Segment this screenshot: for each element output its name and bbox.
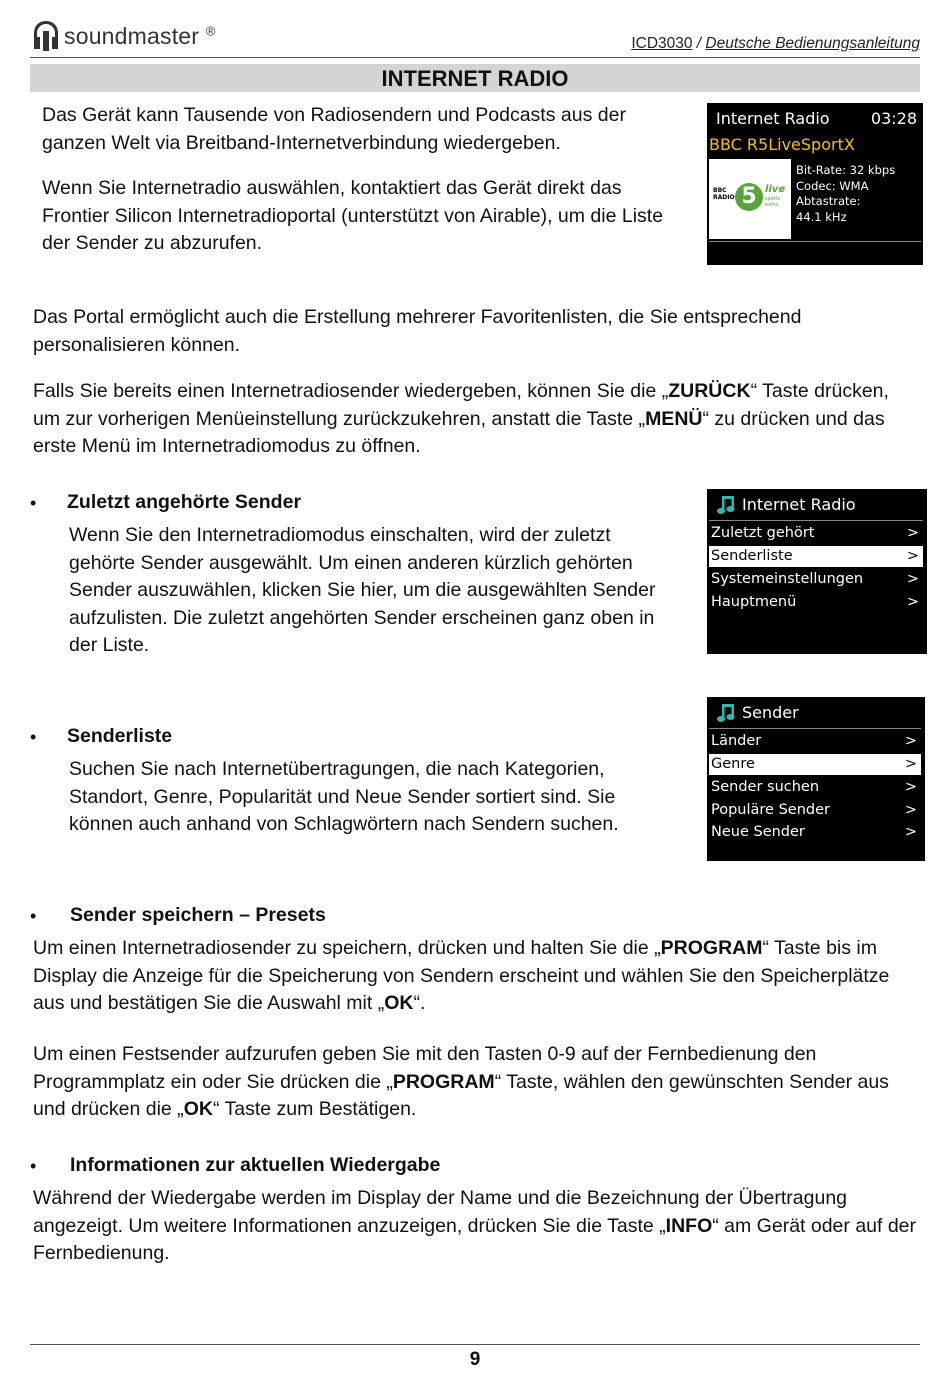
live-text: live bbox=[765, 184, 786, 195]
chevron-right-icon: > bbox=[906, 594, 919, 610]
doc-title: Deutsche Bedienungsanleitung bbox=[705, 35, 920, 52]
chevron-right-icon: > bbox=[906, 548, 919, 564]
brand-name: soundmaster ® bbox=[64, 22, 216, 49]
lcd-divider bbox=[709, 728, 921, 729]
stream-info bbox=[796, 163, 895, 225]
menu-item-popular[interactable]: Populäre Sender > bbox=[709, 800, 921, 821]
bullet: • bbox=[30, 493, 37, 513]
menu-item-main-menu[interactable]: Hauptmenü > bbox=[709, 592, 923, 613]
footer-rule bbox=[30, 1344, 920, 1345]
chevron-right-icon: > bbox=[906, 525, 919, 541]
lcd-station-name: BBC R5LiveSportX bbox=[709, 135, 855, 154]
lcd-now-playing bbox=[707, 103, 923, 265]
chevron-right-icon: > bbox=[904, 733, 917, 749]
info-paragraph: Während der Wiedergabe werden im Display der Name und die Bezeichnung der Übertragung angezeigt. Um weitere Informationen anzuzeigen, drücken Sie die Taste „INFO“ am Gerät oder auf der Fernbedienung. bbox=[33, 1187, 917, 1264]
sample-rate-label: Abtastrate: bbox=[796, 194, 861, 208]
lcd-title: Internet Radio bbox=[716, 109, 830, 128]
bitrate: Bit-Rate: 32 kbps bbox=[796, 163, 896, 177]
lcd-internet-radio-menu bbox=[707, 489, 927, 654]
presets-paragraph-1: Um einen Internetradiosender zu speichern, drücken und halten Sie die „PROGRAM“ Taste bis im Display die Anzeige für die Speicherung von Sendern erscheint und wählen Sie den Speicherplätze aus und bestätigen Sie die Auswahl mit „OK“. bbox=[33, 937, 890, 1014]
recent-body: Wenn Sie den Internetradiomodus einschalten, wird der zuletzt gehörte Sender ausgewählt. Um einen anderen kürzlich gehörten Sender auszuwählen, klicken Sie hier, um die ausgewählten Sender aufzulisten. Die zuletzt angehörten Sender erscheinen ganz oben in der Liste. bbox=[69, 524, 656, 656]
back-button-paragraph: Falls Sie bereits einen Internetradiosender wiedergeben, können Sie die „ZURÜCK“ Taste drücken, um zur vorherigen Menüeinstellung zurückzukehren, anstatt die Taste „MENÜ“ zu drücken und das erste Menü im Internetradiomodus zu öffnen. bbox=[33, 380, 889, 457]
brand-logo bbox=[32, 18, 216, 54]
lcd-divider bbox=[709, 241, 921, 242]
portal-paragraph: Das Portal ermöglicht auch die Erstellung mehrerer Favoritenlisten, die Sie entsprechend personalisieren können. bbox=[33, 306, 802, 356]
menu-item-new-stations[interactable]: Neue Sender > bbox=[709, 822, 921, 843]
chevron-right-icon: > bbox=[904, 756, 917, 772]
chevron-right-icon: > bbox=[904, 779, 917, 795]
station-logo bbox=[709, 159, 791, 239]
menu-item-recent[interactable]: Zuletzt gehört > bbox=[709, 523, 923, 544]
menu-item-station-list[interactable]: Senderliste > bbox=[709, 546, 923, 567]
bullet: • bbox=[30, 1156, 37, 1176]
chevron-right-icon: > bbox=[906, 571, 919, 587]
header-rule bbox=[30, 57, 920, 58]
page-number: 9 bbox=[469, 1349, 481, 1370]
menu-item-genre[interactable]: Genre > bbox=[709, 754, 921, 775]
lcd-divider bbox=[709, 520, 923, 521]
doc-model: ICD3030 bbox=[631, 35, 693, 52]
menu-item-search-station[interactable]: Sender suchen > bbox=[709, 777, 921, 798]
menu-item-system-settings[interactable]: Systemeinstellungen > bbox=[709, 569, 923, 590]
station-list-heading: Senderliste bbox=[67, 725, 173, 747]
lcd-clock: 03:28 bbox=[870, 109, 917, 128]
chevron-right-icon: > bbox=[904, 824, 917, 840]
music-note-icon bbox=[716, 702, 736, 724]
info-heading: Informationen zur aktuellen Wiedergabe bbox=[70, 1154, 441, 1176]
lcd-station-menu bbox=[707, 697, 925, 861]
presets-heading: Sender speichern – Presets bbox=[70, 904, 326, 926]
bullet: • bbox=[30, 906, 37, 926]
bullet: • bbox=[30, 727, 37, 747]
five-live-badge: 5 bbox=[735, 183, 763, 211]
codec: Codec: WMA bbox=[796, 178, 869, 193]
doc-separator: / bbox=[692, 35, 706, 52]
document-id bbox=[631, 35, 920, 53]
sports-extra-text: sports extra bbox=[765, 196, 781, 208]
page-title: INTERNET RADIO bbox=[381, 66, 569, 91]
music-note-icon bbox=[716, 494, 736, 516]
presets-paragraph-2: Um einen Festsender aufzurufen geben Sie mit den Tasten 0-9 auf der Fernbedienung den Programmplatz ein oder Sie drücken die „PROGRAM“ Taste, wählen den gewünschten Sender aus und drücken die „OK“ Taste zum Bestätigen. bbox=[33, 1043, 889, 1120]
intro-paragraph-2: Wenn Sie Internetradio auswählen, kontaktiert das Gerät direkt das Frontier Silicon Internetradioportal (unterstützt von Airable), um die Liste der Sender zu abzurufen. bbox=[42, 177, 664, 254]
soundmaster-logo-icon bbox=[32, 19, 60, 53]
menu-item-countries[interactable]: Länder > bbox=[709, 731, 921, 752]
intro-paragraph-1: Das Gerät kann Tausende von Radiosendern und Podcasts aus der ganzen Welt via Breitband-Internetverbindung wiedergeben. bbox=[42, 104, 626, 154]
lcd-title: Internet Radio bbox=[742, 495, 856, 514]
sample-rate-value: 44.1 kHz bbox=[796, 209, 847, 224]
recent-heading: Zuletzt angehörte Sender bbox=[67, 491, 302, 513]
station-list-body: Suchen Sie nach Internetübertragungen, die nach Kategorien, Standort, Genre, Popularität und Neue Sender sortiert sind. Sie können auch anhand von Schlagwörtern nach Sendern suchen. bbox=[69, 758, 619, 835]
lcd-title: Sender bbox=[742, 703, 799, 722]
bbc-logo: BBC RADIO bbox=[713, 187, 735, 201]
chevron-right-icon: > bbox=[904, 802, 917, 818]
